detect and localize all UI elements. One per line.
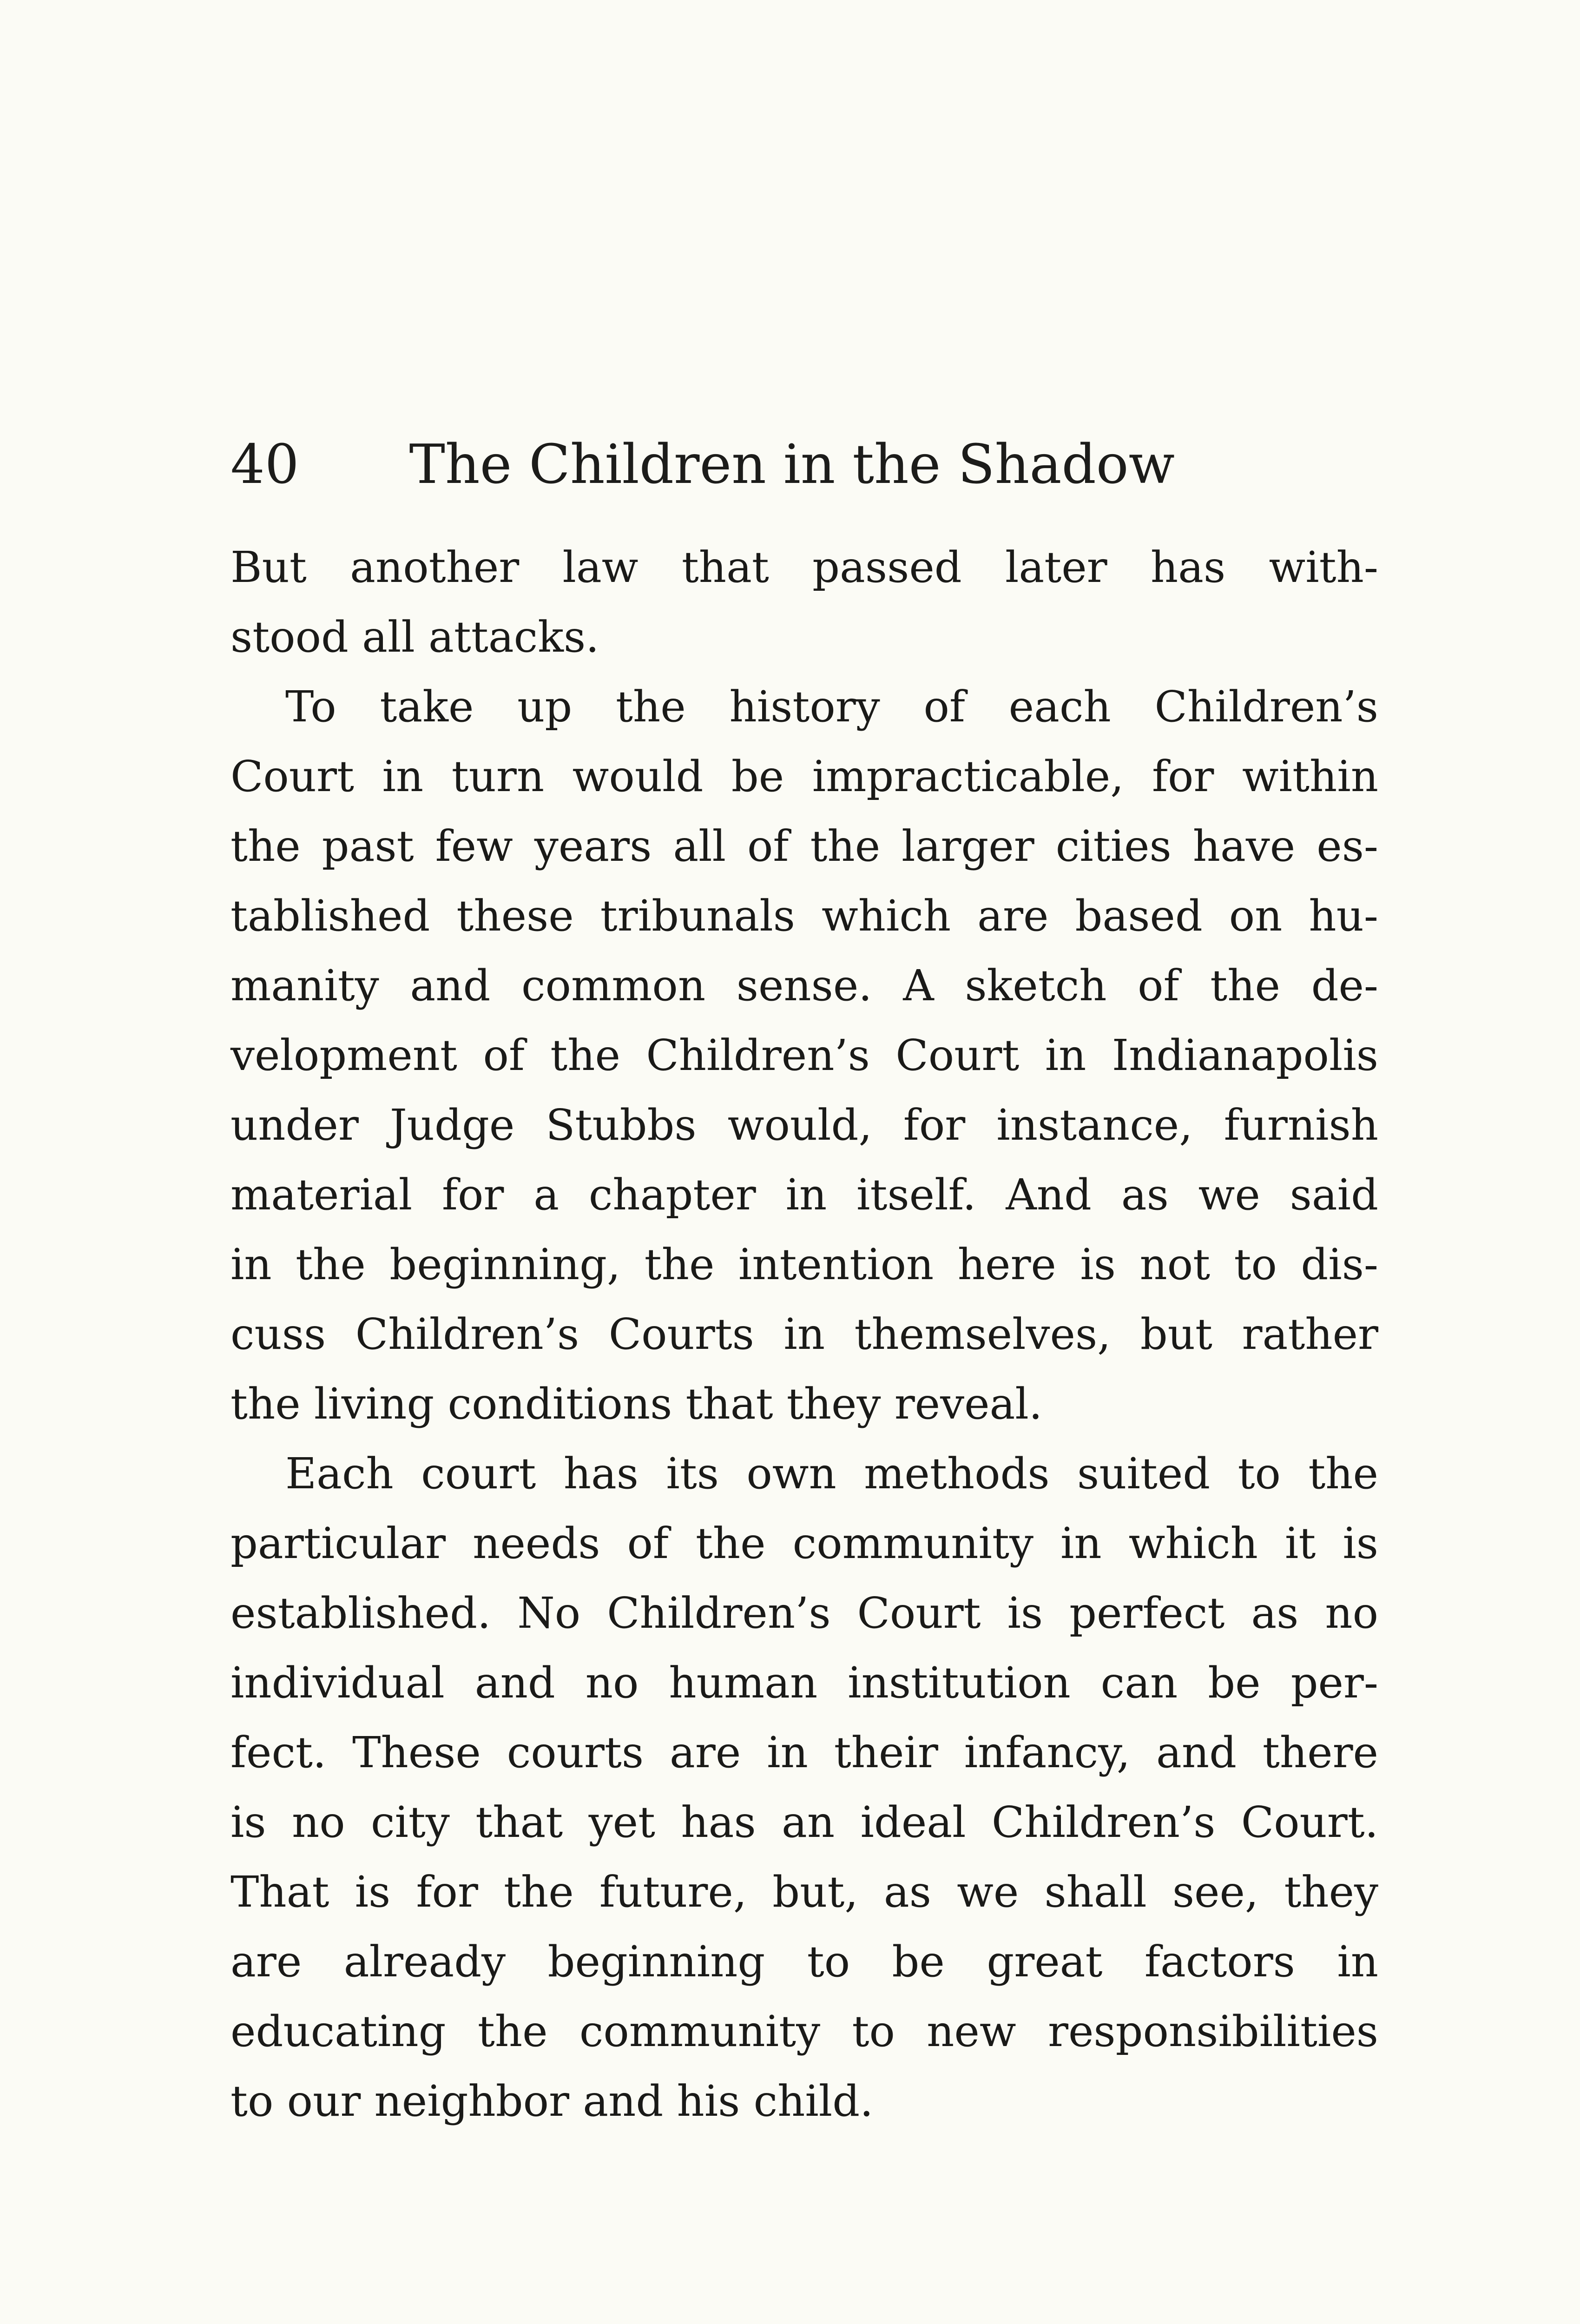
text-line: in the beginning, the intention here is not to dis- <box>230 1240 1378 1289</box>
text-line: the living conditions that they reveal. <box>230 1379 1043 1429</box>
text-line: Each court has its own methods suited to the <box>285 1449 1378 1499</box>
text-line: That is for the future, but, as we shall see, they <box>230 1867 1378 1917</box>
page-header <box>230 428 1253 502</box>
text-line: stood all attacks. <box>230 612 599 662</box>
text-line: cuss Children’s Courts in themselves, but rather <box>230 1309 1378 1359</box>
text-line: are already beginning to be great factors in <box>230 1937 1378 1987</box>
text-line: To take up the history of each Children’s <box>285 682 1378 732</box>
running-title: The Children in the Shadow <box>409 433 1175 496</box>
body-text <box>230 533 1378 2136</box>
text-line: tablished these tribunals which are based on hu- <box>230 891 1378 941</box>
text-line: to our neighbor and his child. <box>230 2076 874 2126</box>
text-line: the past few years all of the larger cities have es- <box>230 821 1378 871</box>
text-line: But another law that passed later has with- <box>230 542 1378 592</box>
text-line: material for a chapter in itself. And as we said <box>230 1170 1378 1220</box>
text-line: is no city that yet has an ideal Children’s Court. <box>230 1797 1378 1847</box>
text-line: under Judge Stubbs would, for instance, furnish <box>230 1100 1378 1150</box>
text-line: fect. These courts are in their infancy, and there <box>230 1728 1378 1777</box>
text-line: Court in turn would be impracticable, for within <box>230 752 1378 801</box>
page-number: 40 <box>230 433 299 496</box>
text-line: individual and no human institution can be per- <box>230 1658 1378 1708</box>
text-line: velopment of the Children’s Court in Indianapolis <box>230 1030 1378 1080</box>
text-line: established. No Children’s Court is perfect as no <box>230 1588 1378 1638</box>
text-line: educating the community to new responsibilities <box>230 2007 1378 2056</box>
text-line: particular needs of the community in which it is <box>230 1519 1378 1568</box>
text-line: manity and common sense. A sketch of the de- <box>230 961 1378 1010</box>
